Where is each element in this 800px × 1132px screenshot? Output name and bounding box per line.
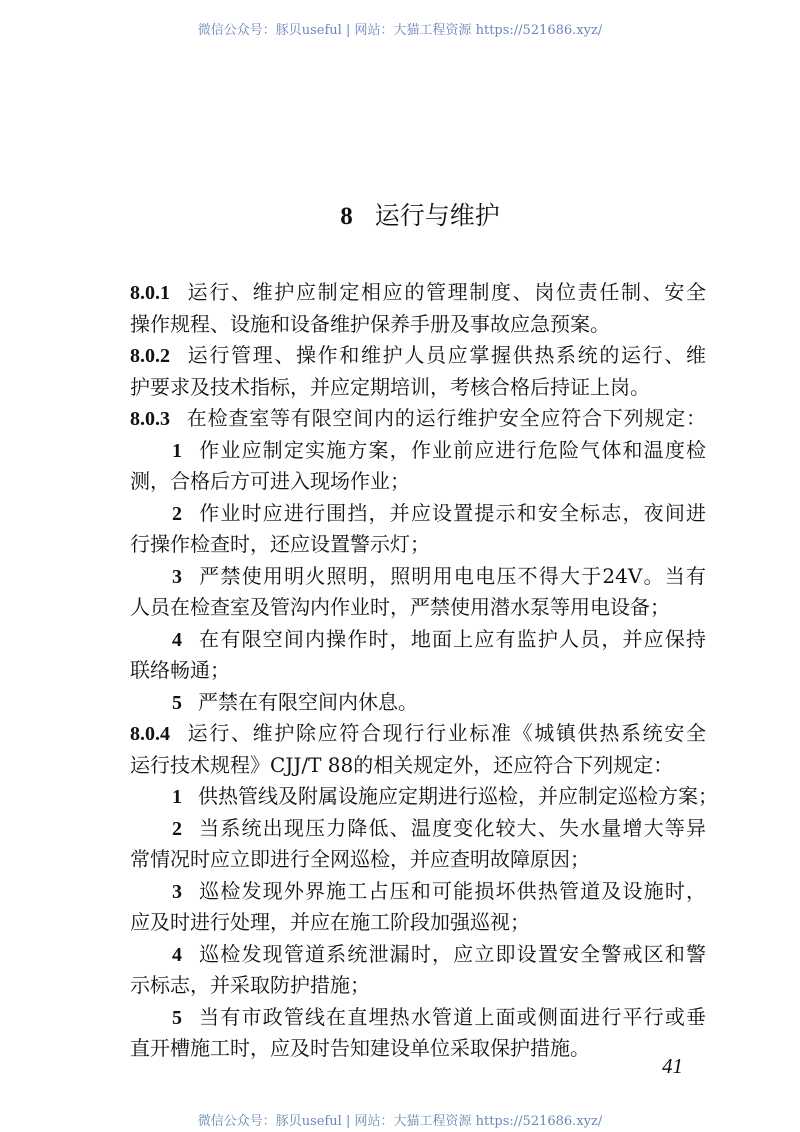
text-line [130, 970, 706, 1002]
text-line [130, 372, 706, 404]
line-text: 供热管线及附属设施应定期进行巡检，并应制定巡检方案； [198, 784, 718, 808]
item-number: 4 [172, 943, 182, 966]
text-line [130, 781, 718, 813]
text-line [130, 592, 706, 624]
text-line [130, 403, 706, 435]
text-line [130, 624, 706, 656]
document-body [130, 277, 718, 1065]
text-line [130, 1033, 706, 1065]
chapter-number: 8 [340, 203, 353, 230]
text-line [130, 876, 706, 908]
text-line [130, 655, 706, 687]
text-line [130, 498, 706, 530]
chapter-title [0, 196, 800, 232]
text-line [130, 844, 706, 876]
line-text: 示标志，并采取防护措施； [130, 973, 370, 997]
line-text: 应及时进行处理，并应在施工阶段加强巡视； [130, 910, 530, 934]
line-text: 在检查室等有限空间内的运行维护安全应符合下列规定： [186, 406, 706, 430]
text-line [130, 561, 706, 593]
clause-number: 8.0.2 [130, 345, 170, 367]
clause-number: 8.0.1 [130, 282, 170, 304]
line-text: 当有市政管线在直埋热水管道上面或侧面进行平行或垂 [198, 1004, 706, 1029]
line-text: 联络畅通； [130, 658, 230, 682]
line-text: 巡检发现管道系统泄漏时，应立即设置安全警戒区和警 [198, 941, 706, 966]
item-number: 2 [172, 502, 182, 525]
line-text: 作业时应进行围挡，并应设置提示和安全标志，夜间进 [198, 500, 706, 525]
watermark-top: 微信公众号：豚贝useful | 网站：大猫工程资源 https://521686.xyz/ [197, 23, 603, 38]
line-text: 直开槽施工时，应及时告知建设单位采取保护措施。 [130, 1036, 590, 1060]
line-text: 运行、维护除应符合现行行业标准《城镇供热系统安全 [186, 721, 706, 745]
line-text: 当系统出现压力降低、温度变化较大、失水量增大等异 [198, 815, 706, 840]
text-line [130, 340, 706, 372]
line-text: 操作规程、设施和设备维护保养手册及事故应急预案。 [130, 311, 610, 336]
text-line [130, 750, 706, 782]
text-line [130, 529, 706, 561]
item-number: 4 [172, 628, 182, 651]
line-text: 作业应制定实施方案，作业前应进行危险气体和温度检 [198, 437, 706, 462]
line-text: 严禁在有限空间内休息。 [198, 689, 418, 714]
line-text: 人员在检查室及管沟内作业时，严禁使用潜水泵等用电设备； [130, 595, 670, 619]
text-line [130, 466, 706, 498]
text-line [130, 277, 706, 309]
line-text: 行操作检查时，还应设置警示灯； [130, 532, 430, 556]
text-line [130, 1002, 706, 1034]
line-text: 常情况时应立即进行全网巡检，并应查明故障原因； [130, 847, 590, 871]
line-text: 护要求及技术指标，并应定期培训，考核合格后持证上岗。 [130, 374, 650, 399]
text-line [130, 907, 706, 939]
page-number: 41 [662, 1054, 683, 1078]
text-line [130, 435, 706, 467]
clause-number: 8.0.4 [130, 723, 170, 745]
item-number: 3 [172, 880, 182, 903]
line-text: 运行管理、操作和维护人员应掌握供热系统的运行、维 [186, 343, 706, 367]
watermark-bottom: 微信公众号：豚贝useful | 网站：大猫工程资源 https://521686.xyz/ [197, 1114, 603, 1129]
line-text: 运行、维护应制定相应的管理制度、岗位责任制、安全 [186, 280, 706, 304]
text-line [130, 939, 706, 971]
line-text: 巡检发现外界施工占压和可能损坏供热管道及设施时， [198, 878, 706, 903]
item-number: 5 [172, 691, 182, 714]
text-line [130, 309, 706, 341]
item-number: 1 [172, 786, 182, 808]
item-number: 1 [172, 439, 182, 462]
text-line [130, 813, 706, 845]
line-text: 严禁使用明火照明，照明用电电压不得大于24V。当有 [198, 563, 706, 588]
item-number: 3 [172, 565, 182, 588]
item-number: 5 [172, 1006, 182, 1029]
line-text: 运行技术规程》CJJ/T 88的相关规定外，还应符合下列规定： [130, 752, 674, 777]
chapter-title-text: 运行与维护 [374, 201, 500, 230]
clause-number: 8.0.3 [130, 408, 170, 430]
text-line [130, 687, 706, 719]
line-text: 在有限空间内操作时，地面上应有监护人员，并应保持 [198, 626, 706, 651]
line-text: 测，合格后方可进入现场作业； [130, 469, 410, 493]
item-number: 2 [172, 817, 182, 840]
text-line [130, 718, 706, 750]
